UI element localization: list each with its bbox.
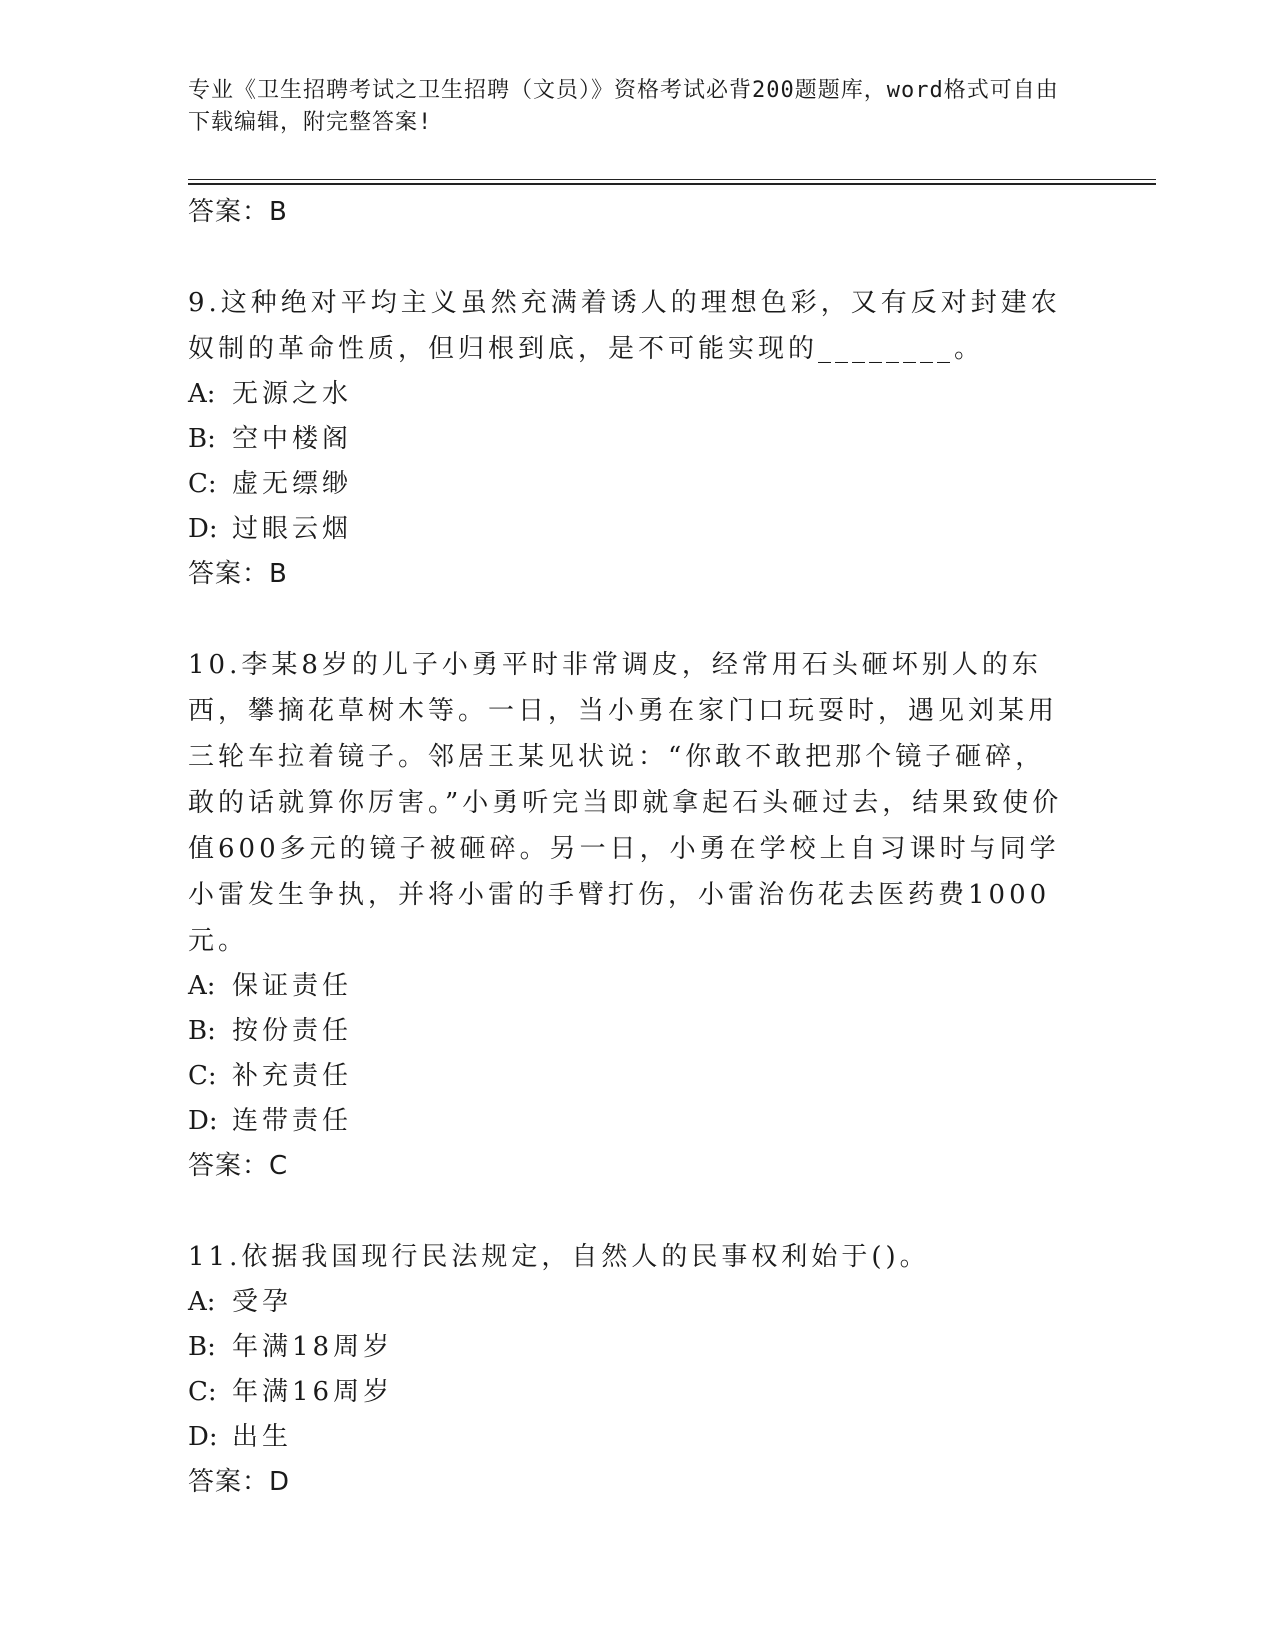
option-letter: A: [188,971,216,1001]
option-text: 年满16周岁 [232,1377,394,1407]
option-letter: B: [188,1332,216,1362]
option-letter: D: [188,514,218,544]
option-text: 空中楼阁 [232,424,353,454]
header-divider-thick [188,183,1156,185]
option-letter: C: [188,1377,217,1407]
answer-line: 答案：B [188,559,288,589]
option-item [188,1325,1068,1370]
answer-line: 答案：D [188,1467,291,1497]
option-letter: C: [188,469,217,499]
page-header: 专业《卫生招聘考试之卫生招聘（文员）》资格考试必背200题题库，word格式可自由下载编辑，附完整答案! [188,78,1059,135]
option-letter: D: [188,1106,218,1136]
option-item [188,1280,1068,1325]
question-text: 10.李某8岁的儿子小勇平时非常调皮，经常用石头砸坏别人的东西，攀摘花草树木等。一日，当小勇在家门口玩耍时，遇见刘某用三轮车拉着镜子。邻居王某见状说：“你敢不敢把那个镜子砸碎，敢的话就算你厉害。”小勇听完当即就拿起石头砸过去，结果致使价值600多元的镜子被砸碎。另一日，小勇在学校上自习课时与同学小雷发生争执，并将小雷的手臂打伤，小雷治伤花去医药费1000元。 [188,650,1063,956]
option-item [188,417,1068,462]
option-item [188,1415,1068,1460]
header-divider [188,179,1156,180]
option-item [188,1009,1068,1054]
option-item [188,1099,1068,1144]
option-letter: C: [188,1061,217,1091]
option-item [188,507,1068,552]
option-item [188,462,1068,507]
option-item [188,372,1068,417]
option-text: 连带责任 [232,1106,353,1136]
question-list [188,190,1068,1504]
option-text: 补充责任 [232,1061,353,1091]
option-letter: B: [188,1016,216,1046]
option-letter: A: [188,1287,216,1317]
option-text: 保证责任 [232,971,353,1001]
option-item [188,964,1068,1009]
option-text: 过眼云烟 [232,514,353,544]
answer-line: 答案：C [188,1151,289,1181]
option-text: 按份责任 [232,1016,353,1046]
option-text: 年满18周岁 [232,1332,394,1362]
option-text: 出生 [232,1422,293,1452]
question-text: 9.这种绝对平均主义虽然充满着诱人的理想色彩，又有反对封建农奴制的革命性质，但归根到底，是不可能实现的________。 [188,288,1061,364]
option-letter: B: [188,424,216,454]
option-letter: A: [188,379,216,409]
option-letter: D: [188,1422,218,1452]
option-text: 无源之水 [232,379,353,409]
option-text: 虚无缥缈 [232,469,353,499]
option-item [188,1054,1068,1099]
option-item [188,1370,1068,1415]
answer-line: 答案：B [188,197,288,227]
option-text: 受孕 [232,1287,293,1317]
question-text: 11.依据我国现行民法规定，自然人的民事权利始于()。 [188,1242,930,1272]
